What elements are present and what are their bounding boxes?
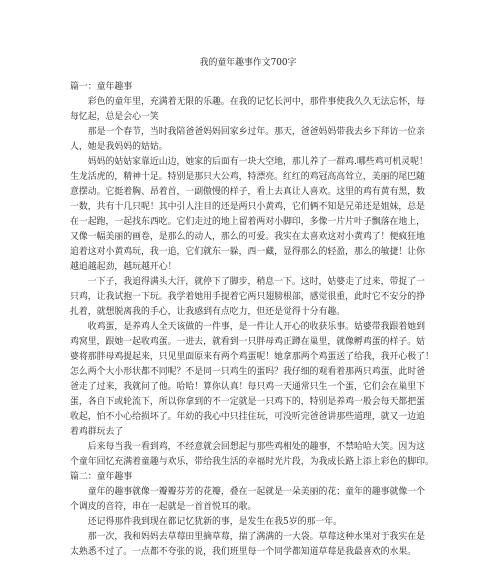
paragraph-line: 蛋，各自下或轮流下，所以你拿到的不一定就是一只鸡下的，特别是养鸡一般会每天都把蛋 — [70, 397, 425, 407]
paragraph-line: 彩色的童年里，充满着无限的乐趣。在我的记忆长河中，那件事使我久久无法忘怀，每 — [87, 97, 426, 107]
paragraph — [70, 125, 426, 155]
paragraph-line: 收鸡蛋，是养鸡人全天该做的一件事，是一件让人开心的收获乐事。姑婆带我跟着她到 — [87, 322, 426, 332]
paragraph-line: 爸走了过来，我就问了他。哈哈！算你认真！每只鸡一天通常只生一个蛋，它们会在巢里下 — [70, 382, 425, 392]
paragraph-line: 鸡窝里，跟她一起收鸡蛋。一进去，就看到一只胖母鸡正蹲在巢里，就像孵鸡蛋的样子。姑 — [70, 337, 425, 347]
paragraph-line: 只鸡，让我试抱一下玩。我学着她用手提着它两只翅膀根部，感觉很重，此时它不安分的挣 — [70, 292, 425, 302]
paragraph-line: 一数，共有十几只呢！其中引人注目的还是两只小黄鸡，它们俩不知是兄弟还是姐妹，总是 — [70, 202, 425, 212]
paragraph — [70, 155, 426, 275]
paragraph-line: 每忆起，总是会心一笑 — [70, 112, 159, 122]
paragraph-line: 又像一幅美丽的画卷，是那么的动人，那么的可爱。我实在太喜欢这对小黄鸡了！便疯狂地 — [70, 232, 425, 242]
paragraph-line: 怎么两个大小形状都不同呢？不是同一只鸡生的蛋吗？我仔细的观看着那两只鸡蛋，此时爸 — [70, 367, 425, 377]
paragraph-line: 个童年回忆充满着童趣与欢乐，带给我生活的幸福时光片段，为我成长路上添上彩色的脚印。 — [70, 457, 434, 467]
paragraph-line: 追着这对小黄鸡玩，我一追，它们就东一躲，西一藏，显得那么的轻盈，那么的敏捷！让你 — [70, 247, 425, 257]
paragraph-line: 扎着，就想脱离我的手心，让我感到有点吃力，但还是觉得十分有趣。 — [70, 307, 346, 317]
document-title: 我的童年趣事作文700字 — [199, 58, 297, 68]
paragraph-line: 后来每当我一看到鸡，不经意就会回想起与那些鸡相处的趣事，不禁哈哈大笑。因为这 — [87, 442, 426, 452]
paragraph — [70, 485, 426, 515]
paragraph-line: 越追越起劲，越玩越开心！ — [70, 262, 177, 272]
section-heading: 篇一：童年趣事 — [70, 82, 133, 92]
paragraph-line: 那一次，我和妈妈去草莓田里摘草莓，揣了满满的一大袋。草莓这种水果对于我实在是 — [87, 532, 426, 542]
document-body — [70, 80, 434, 560]
paragraph-line: 太熟悉不过了。一点都不夸张的说，我们班里每一个同学都知道草莓是我最喜欢的水果。 — [70, 547, 417, 557]
paragraph — [70, 275, 426, 320]
paragraph-line: 妈妈的姑姑家靠近山边，她家的后面有一块大空地，那儿养了一群鸡.哪些鸡可机灵呢！ — [87, 157, 428, 167]
paragraph-line: 生龙活虎的，精神十足。特别是那只大公鸡，特漂亮。红红的鸡冠高高耸立，美丽的尾巴随 — [70, 172, 425, 182]
paragraph — [70, 440, 434, 470]
paragraph-line: 童年的趣事就像一瓣瓣芬芳的花瓣，叠在一起就是一朵美丽的花；童年的趣事就像一个 — [87, 487, 426, 497]
paragraph-line: 婆将那胖母鸡提起来，只见里面原来有两个鸡蛋呢！她拿那两个鸡蛋送了给我，我开心极了！ — [70, 352, 434, 362]
paragraph-line: 收起，怕不小心给损坏了。年幼的我心中只挂住玩，可没听完爸爸讲那些道理，就又一边追 — [70, 412, 425, 422]
paragraph-line: 意摆动。它挺着胸、昂着首，一副傲慢的样子，看上去真让人喜欢。这里的鸡有黄有黑，数 — [70, 187, 425, 197]
paragraph-line: 那是一个春节，当时我陪爸爸妈妈回家乡过年。那天，爸爸妈妈带我去乡下拜访一位亲 — [87, 127, 426, 137]
paragraph-line: 还记得那件我到现在都记忆犹新的事，是发生在我5岁的那一年。 — [87, 517, 342, 527]
paragraph-line: 着鸡群玩去了 — [70, 427, 124, 437]
paragraph-line: 在一起跑，一起找东西吃。它们走过的地上留着两对小脚印，多像一片片叶子飘落在地上， — [70, 217, 425, 227]
paragraph — [70, 320, 434, 440]
paragraph — [70, 95, 426, 125]
paragraph-line: 个调皮的音符，串在一起就是一首首悦耳的歌。 — [70, 502, 257, 512]
paragraph-line: 人，她是我妈妈的姑姑。 — [70, 142, 168, 152]
section-heading: 篇二：童年趣事 — [70, 472, 133, 482]
paragraph — [70, 530, 426, 560]
paragraph-line: 一下子，我追得满头大汗，就停下了脚步，稍息一下。这时，姑婆走了过来，带捉了一 — [87, 277, 426, 287]
paragraph — [70, 515, 426, 530]
